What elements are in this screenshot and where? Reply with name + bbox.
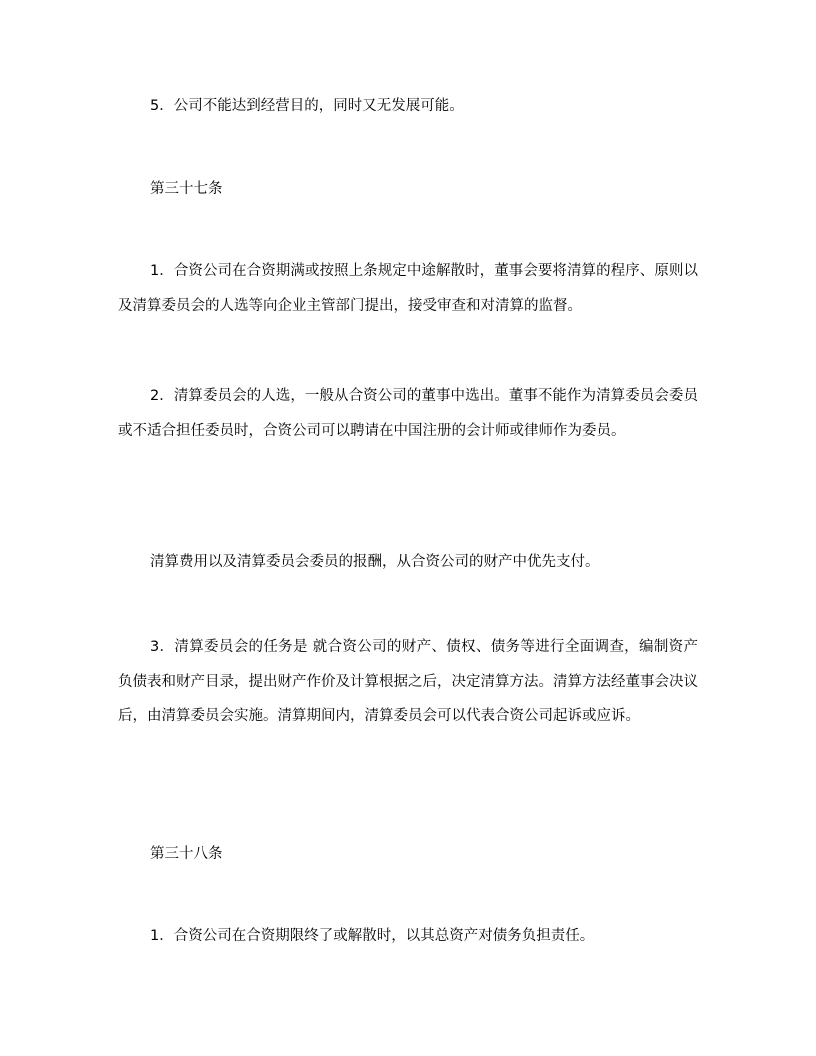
paragraph-item-5-no-purpose: 5．公司不能达到经营目的，同时又无发展可能。	[150, 98, 464, 114]
paragraph-38-1-debt-liability: 1．合资公司在合资期限终了或解散时，以其总资产对债务负担责任。	[150, 928, 595, 944]
paragraph-37-3-committee-tasks: 3．清算委员会的任务是 就合资公司的财产、债权、债务等进行全面调查，编制资产负债表和财产目录，提出财产作价及计算根据之后，决定清算方法。清算方法经董事会决议后，由清算委员会实施。清算期间内，清算委员会可以代表合资公司起诉或应诉。	[118, 639, 698, 724]
paragraph-37-liquidation-expenses: 清算费用以及清算委员会委员的报酬，从合资公司的财产中优先支付。	[150, 554, 600, 570]
article-37-heading: 第三十七条	[150, 181, 223, 197]
paragraph-37-2-committee-members: 2．清算委员会的人选，一般从合资公司的董事中选出。董事不能作为清算委员会委员或不适合担任委员时，合资公司可以聘请在中国注册的会计师或律师作为委员。	[118, 388, 698, 439]
paragraph-37-1-liquidation-procedure: 1．合资公司在合资期满或按照上条规定中途解散时，董事会要将清算的程序、原则以及清算委员会的人选等向企业主管部门提出，接受审查和对清算的监督。	[118, 263, 698, 314]
article-38-heading: 第三十八条	[150, 846, 223, 862]
